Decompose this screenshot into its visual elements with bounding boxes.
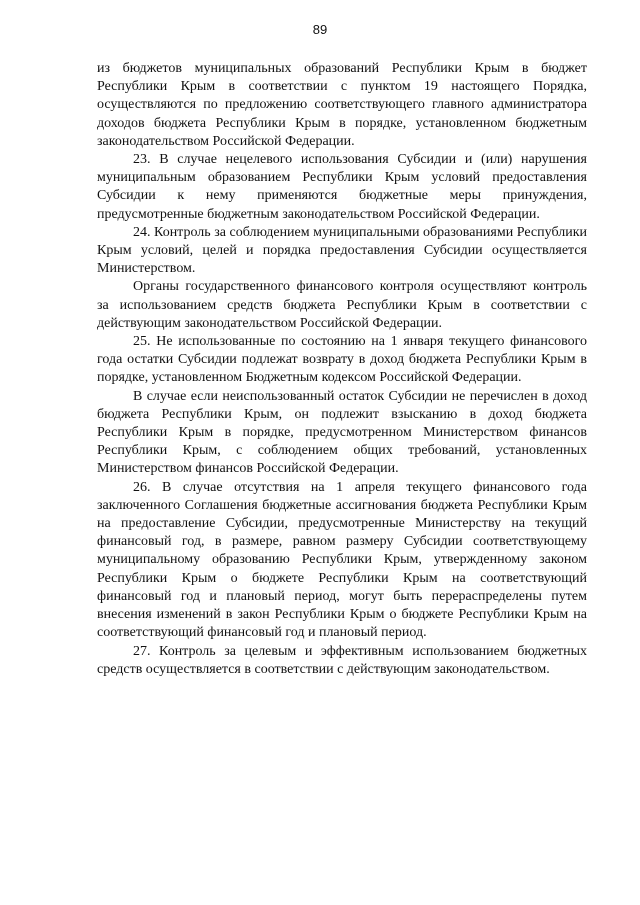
paragraph-item-23: 23. В случае нецелевого использования Субсидии и (или) нарушения муниципальным образованием Республики Крым условий предоставления Субсидии к нему применяются бюджетные меры принуждения, предусмотренные бюджетным законодательством Российской Федерации. (97, 152, 587, 222)
document-body (97, 60, 587, 679)
paragraph-item-27: 27. Контроль за целевым и эффективным использованием бюджетных средств осуществляется в соответствии с действующим законодательством. (97, 643, 587, 677)
paragraph-item-25: 25. Не использованные по состоянию на 1 января текущего финансового года остатки Субсидии подлежат возврату в доход бюджета Республики Крым в порядке, установленном Бюджетным кодексом Российской Федерации. (97, 334, 587, 386)
paragraph-control-bodies: Органы государственного финансового контроля осуществляют контроль за использованием средств бюджета Республики Крым в соответствии с действующим законодательством Российской Федерации. (97, 279, 587, 331)
paragraph-item-26: 26. В случае отсутствия на 1 апреля текущего финансового года заключенного Соглашения бюджетные ассигнования бюджета Республики Крым на предоставление Субсидии, предусмотренные Министерству на текущий финансовый год, в размере, равном размеру Субсидии соответствующему муниципальному образованию Республики Крым, утвержденному законом Республики Крым о бюджете Республики Крым на соответствующий финансовый год и плановый период, могут быть перераспределены путем внесения изменений в закон Республики Крым о бюджете Республики Крым на соответствующий финансовый год и плановый период. (97, 479, 587, 641)
paragraph-item-24: 24. Контроль за соблюдением муниципальными образованиями Республики Крым условий, целей и порядка предоставления Субсидии осуществляется Министерством. (97, 224, 587, 277)
page-number: 89 (312, 22, 328, 37)
paragraph-continuation: из бюджетов муниципальных образований Республики Крым в бюджет Республики Крым в соответствии с пунктом 19 настоящего Порядка, осуществляются по предложению соответствующего главного администратора доходов бюджета Республики Крым в порядке, установленном бюджетным законодательством Российской Федерации. (97, 61, 587, 149)
paragraph-unspent-balance: В случае если неиспользованный остаток Субсидии не перечислен в доход бюджета Республики Крым, он подлежит взысканию в доход бюджета Республики Крым в порядке, предусмотренном Министерством финансов Республики Крым, с соблюдением общих требований, установленных Министерством финансов Российской Федерации. (97, 388, 587, 477)
